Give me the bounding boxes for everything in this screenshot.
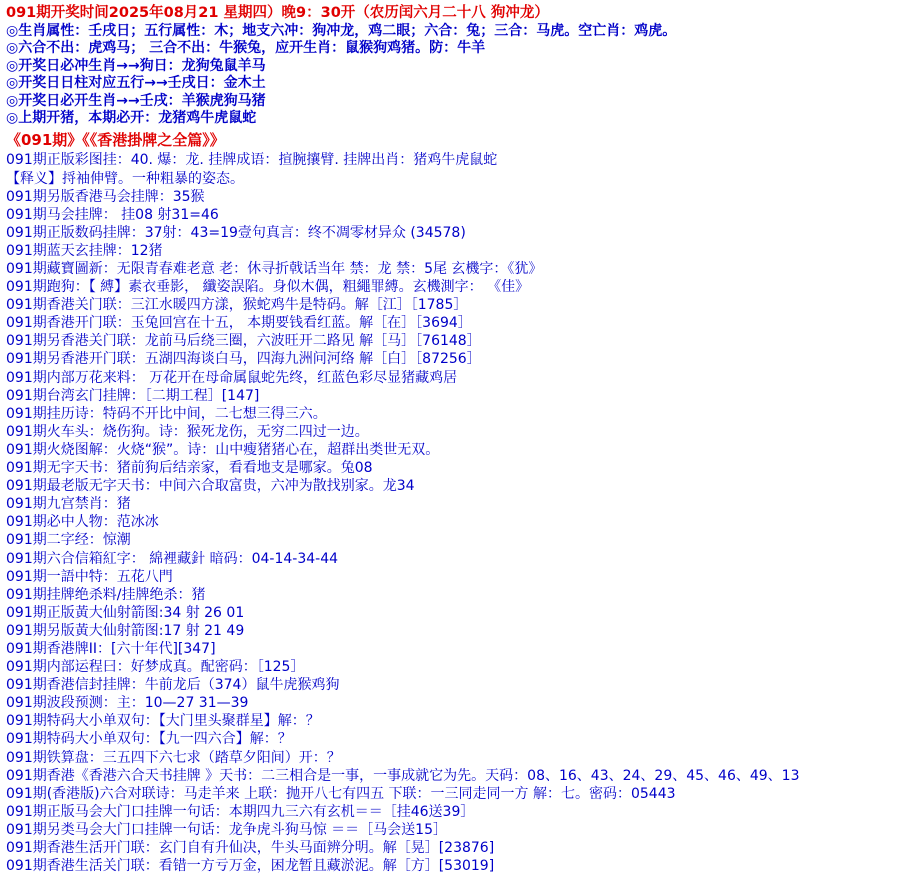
list-item: 091期香港《香港六合天书挂牌 》天书：二三相合是一事，一事成就它为先。天码：08、16、43、24、29、45、46、49、13 xyxy=(6,767,800,784)
list-item: 【释义】捋袖伸臂。一种粗暴的姿态。 xyxy=(6,170,244,187)
page-title: 《091期》《《香港掛牌之全篇》》 xyxy=(6,131,225,150)
list-item: 091期跑狗：【 縛】素衣垂影， 纖姿誤陷。身似木偶，粗繩罪縛。玄機測字： 《佳》 xyxy=(6,279,530,296)
list-item: 091期另类马会大门口挂牌一句话：龙争虎斗狗马惊 ＝＝［马会送15］ xyxy=(6,821,447,838)
list-item: 091期一語中特：五花八門 xyxy=(6,568,173,585)
list-item: 091期藏寶圖新：无限青春难老意 老：休寻折戟话当年 禁：龙 禁：5尾 玄機字：《犹》 xyxy=(6,261,543,277)
list-item: 091期无字天书：猪前狗后结亲家，看看地支是哪家。兔08 xyxy=(6,460,373,477)
list-item: 091期内部运程曰：好梦成真。配密码：［125］ xyxy=(6,659,305,676)
list-item: 091期香港开门联：玉兔回宫在十五， 本期要钱看红蓝。解［在］［3694］ xyxy=(6,315,472,332)
list-item: 091期正版黃大仙射箭图:34 射 26 01 xyxy=(6,604,245,621)
attribute-line: ◎生肖属性：壬戌日；五行属性：木；地支六冲：狗冲龙，鸡二眼；六合：兔；三合：马虎。空亡肖：鸡虎。 xyxy=(6,23,677,39)
list-item: 091期另版香港马会挂牌：35猴 xyxy=(6,188,205,205)
list-item: 091期最老版无字天书：中间六合取富贵，六冲为散找别家。龙34 xyxy=(6,478,415,495)
list-item: 091期另版黃大仙射箭图:17 射 21 49 xyxy=(6,622,245,639)
attribute-line: ◎上期开猪，本期必开：龙猪鸡牛虎鼠蛇 xyxy=(6,110,257,127)
list-item: 091期必中人物：范冰冰 xyxy=(6,514,159,531)
content-list xyxy=(6,151,893,875)
list-item: 091期蓝天玄挂牌：12猪 xyxy=(6,242,163,259)
list-item: 091期香港信封挂牌：牛前龙后（374）鼠牛虎猴鸡狗 xyxy=(6,677,340,694)
list-item: 091期内部万花来料： 万花开在母命属鼠蛇先终，红蓝色彩尽显猪藏鸡居 xyxy=(6,369,458,386)
list-item: 091期香港关门联：三江水暖四方漾，猴蛇鸡牛是特码。解［江］［1785］ xyxy=(6,297,468,314)
list-item: 091期香港生活开门联：玄门自有升仙决，牛头马面辨分明。解［晃］[23876] xyxy=(6,840,495,856)
list-item: 091期火烧图解：火烧“猴”。诗：山中瘦猪猪心在，超群出类世无双。 xyxy=(6,441,440,458)
draw-time-header: 091期开奖时间2025年08月21 星期四）晚9：30开（农历闰六月二十八 狗冲龙） xyxy=(6,5,549,21)
attribute-line: ◎开奖日必开生肖→→壬戌：羊猴虎狗马猪 xyxy=(6,92,266,109)
list-item: 091期正版彩图挂：40. 爆：龙. 挂牌成语：揎腕攘臂. 挂牌出肖：猪鸡牛虎鼠蛇 xyxy=(6,152,498,169)
list-item: 091期正版马会大门口挂牌一句话：本期四九三六有玄机＝＝［挂46送39］ xyxy=(6,803,475,820)
list-item: 091期六合信箱紅字： 綿裡藏針 暗码：04-14-34-44 xyxy=(6,550,339,567)
list-item: 091期铁算盘：三五四下六七求（踏草夕阳间）开：？ xyxy=(6,749,341,766)
list-item: 091期特码大小单双句：【九一四六合】解：？ xyxy=(6,731,292,748)
list-item: 091期波段预测：主：10—27 31—39 xyxy=(6,695,249,712)
list-item: 091期挂牌绝杀料/挂牌绝杀：猪 xyxy=(6,586,206,603)
list-item: 091期另香港关门联：龙前马后绕三圈，六波旺开二路见 解［马］［76148］ xyxy=(6,333,481,350)
list-item: 091期九宫禁肖：猪 xyxy=(6,496,131,513)
attributes-block xyxy=(6,23,893,127)
list-item: 091期(香港版)六合对联诗：马走羊来 上联：抛开八七有四五 下联：一三同走同一方 解：七。密码：05443 xyxy=(6,785,676,802)
list-item: 091期二字经：惊潮 xyxy=(6,532,131,549)
list-item: 091期另香港开门联：五湖四海谈白马，四海九洲问河络 解［白］［87256］ xyxy=(6,351,481,368)
list-item: 091期香港生活关门联：看错一方亏万金，困龙暂且藏淤泥。解［方］[53019] xyxy=(6,858,495,875)
attribute-line: ◎开奖日日柱对应五行→→壬戌日：金木土 xyxy=(6,75,266,92)
list-item: 091期火车头：烧伤狗。诗：猴死龙伤，无穷二四过一边。 xyxy=(6,423,369,440)
list-item: 091期马会挂牌： 挂08 射31=46 xyxy=(6,206,219,223)
attribute-line: ◎开奖日必冲生肖→→狗日：龙狗兔鼠羊马 xyxy=(6,57,266,74)
list-item: 091期挂历诗：特码不开比中间，二七想三得三六。 xyxy=(6,405,327,422)
attribute-line: ◎六合不出：虎鸡马； 三合不出：牛猴兔，应开生肖：鼠猴狗鸡猪。防：牛羊 xyxy=(6,40,486,57)
list-item: 091期台湾玄门挂牌：［二期工程］[147] xyxy=(6,387,260,404)
list-item: 091期正版数码挂牌：37射：43=19壹句真言：终不凋零材异众 (34578) xyxy=(6,224,466,241)
list-item: 091期香港牌II：[六十年代][347] xyxy=(6,640,216,657)
list-item: 091期特码大小单双句：【大门里头聚群星】解：？ xyxy=(6,713,320,730)
